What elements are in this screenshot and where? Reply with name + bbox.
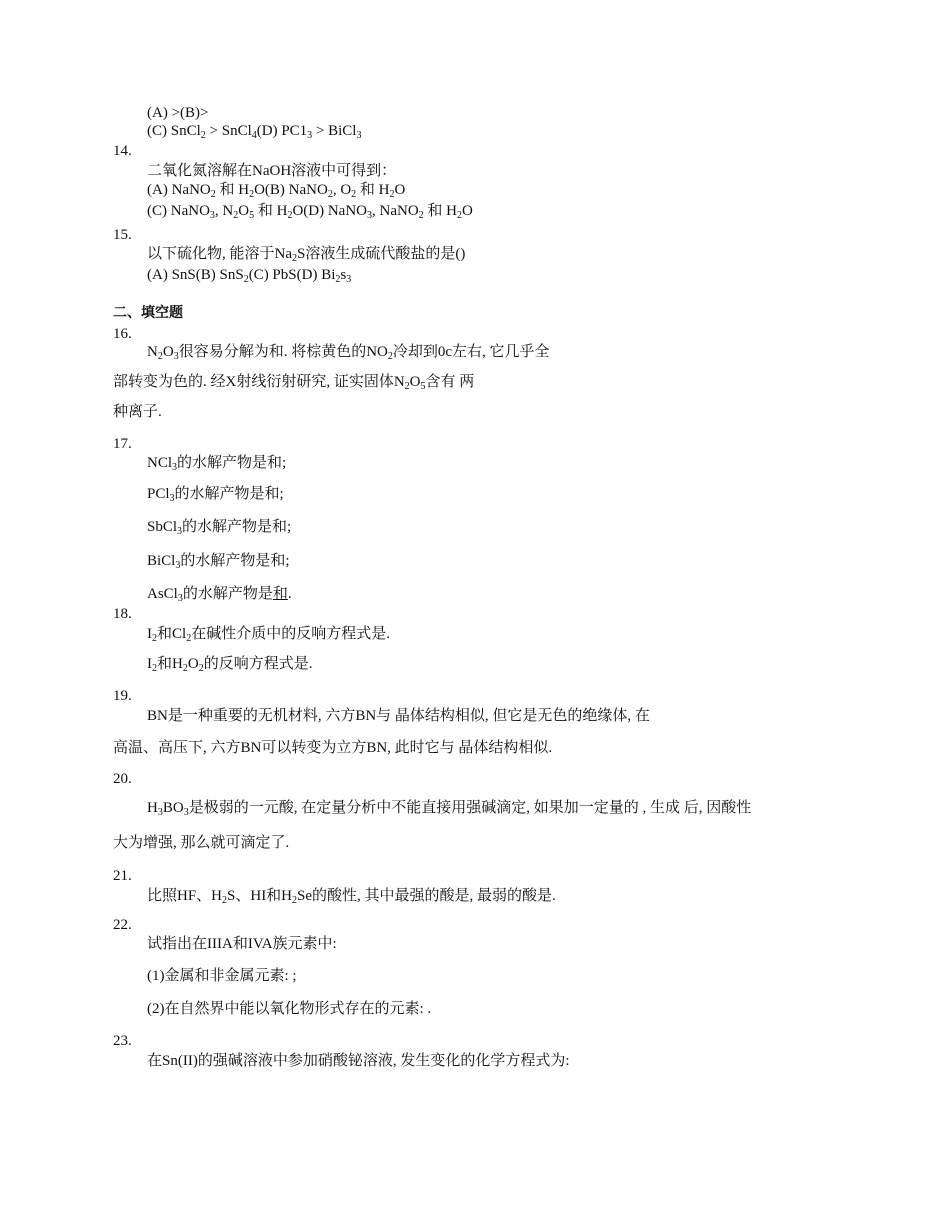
q16-line-1: $N_2O_3$很容易分解为和. 将棕黄色的$NO_2$冷却到0c左右, 它几乎全: [147, 344, 550, 362]
q16-line-2: 部转变为色的. 经X射线衍射研究, 证实固体$N_2O_5$含有 两: [113, 374, 475, 392]
q16-line-3: 种离子.: [113, 404, 162, 420]
question-number-17: 17.: [113, 436, 132, 452]
question-number-22: 22.: [113, 917, 132, 933]
question-number-14: 14.: [113, 143, 132, 159]
q14-stem: 二氧化氮溶解在NaOH溶液中可得到：: [147, 163, 397, 179]
q18-line-1: $I_2$和$Cl_2$在碱性介质中的反响方程式是.: [147, 626, 390, 644]
q20-line-1: $H_3BO_3$是极弱的一元酸, 在定量分析中不能直接用强碱滴定, 如果加一定量的 , 生成 后, 因酸性: [147, 800, 752, 818]
question-number-16: 16.: [113, 326, 132, 342]
q13-options-ab: (A) >(B)>: [147, 105, 209, 121]
q18-line-2: $I_2$和$H_2O_2$的反响方程式是.: [147, 656, 313, 674]
q19-line-1: BN是一种重要的无机材料, 六方BN与 晶体结构相似, 但它是无色的绝缘体, 在: [147, 708, 650, 724]
section-title-fill-in: 二、填空题: [113, 305, 183, 321]
q13-options-cd: (C) SnCl$_2$ > SnCl$_4$(D) $PC1_3$ > BiCl$_3$: [147, 123, 362, 141]
question-number-23: 23.: [113, 1033, 132, 1049]
q15-stem: 以下硫化物, 能溶于$Na_2S$溶液生成硫代酸盐的是(): [147, 246, 466, 264]
question-number-20: 20.: [113, 771, 132, 787]
q17-item: BiCl$_3$的水解产物是和;: [147, 553, 290, 571]
q21-line-1: 比照HF、$H_2S$、HI和$H_2Se$的酸性, 其中最强的酸是, 最弱的酸是.: [147, 888, 556, 906]
q17-item: AsCl$_3$的水解产物是和.: [147, 586, 292, 604]
q22-line-3: (2)在自然界中能以氧化物形式存在的元素: .: [147, 1001, 432, 1017]
q17-item: NCl$_3$的水解产物是和;: [147, 455, 287, 473]
q17-item: PCl$_3$的水解产物是和;: [147, 486, 284, 504]
q20-line-2: 大为增强, 那么就可滴定了.: [113, 835, 290, 851]
q17-item: SbCl$_3$的水解产物是和;: [147, 519, 292, 537]
q23-line-1: 在Sn(II)的强碱溶液中参加硝酸铋溶液, 发生变化的化学方程式为:: [147, 1053, 570, 1069]
q22-line-2: (1)金属和非金属元素: ;: [147, 968, 297, 984]
q19-line-2: 高温、高压下, 六方BN可以转变为立方BN, 此时它与 晶体结构相似.: [113, 740, 553, 756]
question-number-21: 21.: [113, 868, 132, 884]
q15-options: (A) SnS(B) SnS$_2$(C) PbS(D) $Bi_2s_3$: [147, 267, 352, 285]
q14-options-ab: (A) NaNO$_2$ 和 $H_2O(B)$ NaNO$_2$, $O_2$ 和 $H_2O$: [147, 182, 406, 200]
question-number-18: 18.: [113, 606, 132, 622]
q22-line-1: 试指出在IIIA和IVA族元素中:: [147, 936, 337, 952]
question-number-15: 15.: [113, 227, 132, 243]
q14-options-cd: (C) NaNO$_3$, $N_2O_5$ 和 $H_2O(D)$ NaNO$_3$, NaNO$_2$ 和 $H_2O$: [147, 203, 473, 221]
question-number-19: 19.: [113, 688, 132, 704]
